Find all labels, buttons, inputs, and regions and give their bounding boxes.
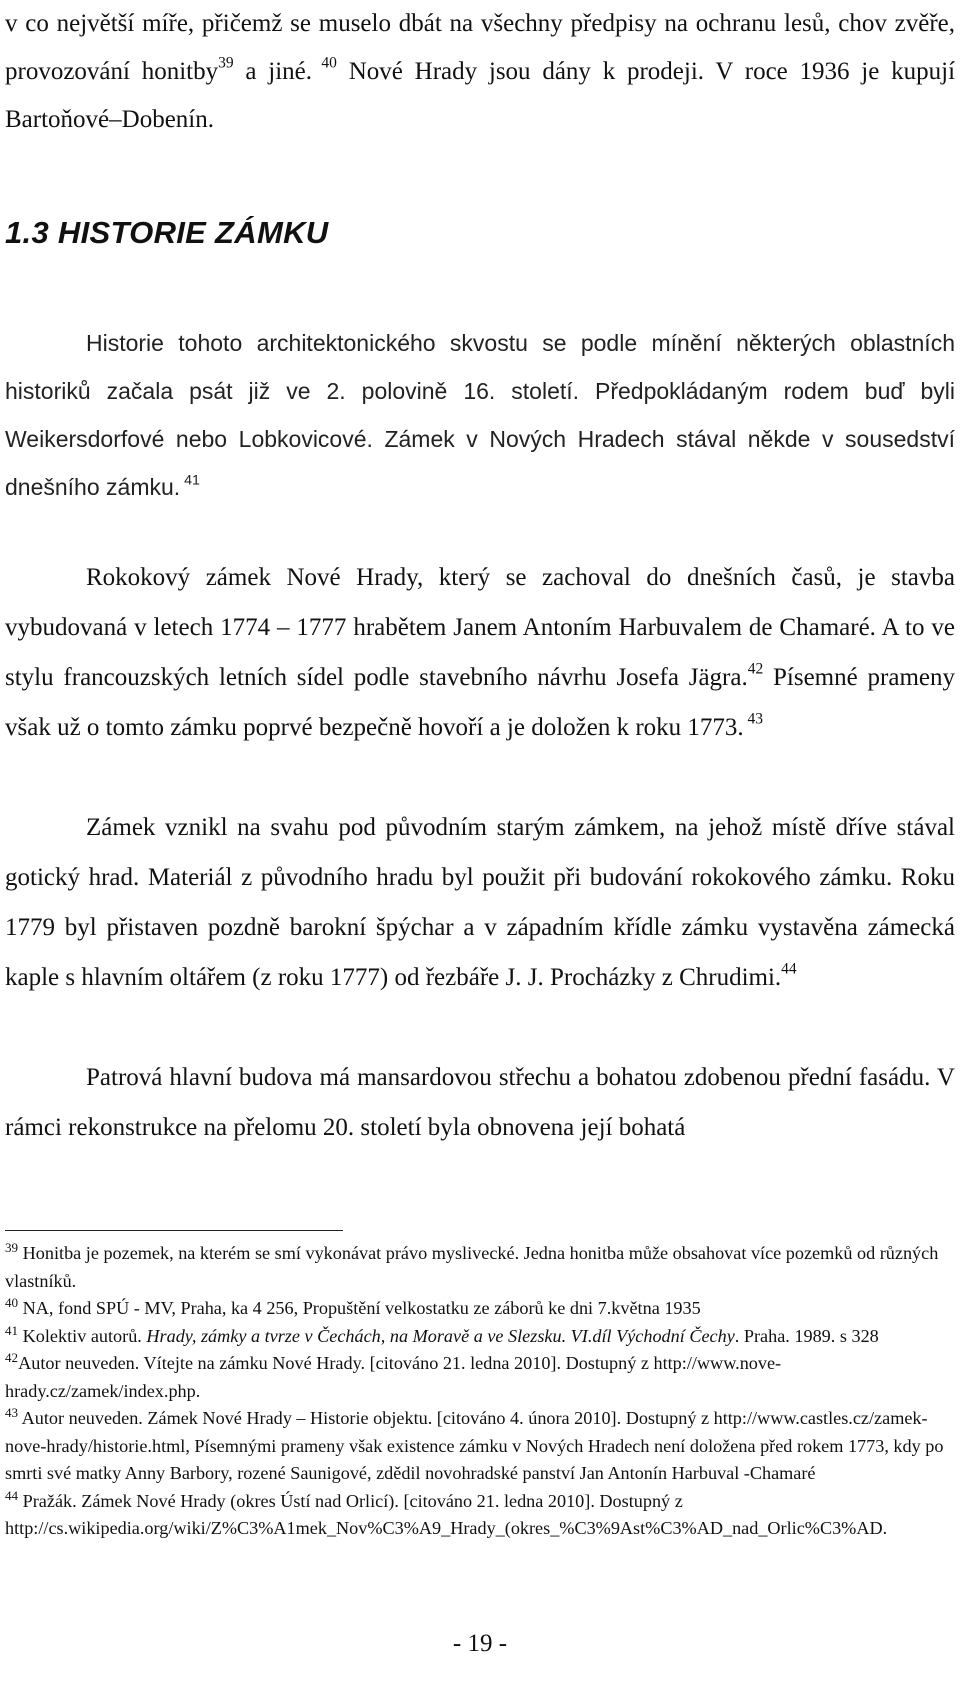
footnote-number: 39 xyxy=(5,1239,19,1255)
footnote-ref-44[interactable]: 44 xyxy=(781,960,797,978)
footnote-number: 43 xyxy=(5,1404,19,1420)
page-number: - 19 - xyxy=(452,1630,508,1657)
footnote-number: 41 xyxy=(5,1322,19,1338)
facade-text: Patrová hlavní budova má mansardovou střechu a bohatou zdobenou přední fasádu. V rámci rekonstrukce na přelomu 20. století byla obnovena její bohatá xyxy=(5,1064,955,1141)
footnote-42 xyxy=(5,1350,955,1405)
rococo-text-2: Písemné prameny však už o tomto zámku poprvé bezpečně hovoří a je doložen k roku 1773. xyxy=(5,664,955,741)
footnote-text: NA, fond SPÚ - MV, Praha, ka 4 256, Propuštění velkostatku ze záborů ke dni 7.května 1935 xyxy=(18,1298,701,1318)
body-section xyxy=(5,553,955,1153)
rococo-text: Rokokový zámek Nové Hrady, který se zachoval do dnešních časů, je stavba vybudovaná v letech 1774 – 1777 hrabětem Janem Antoním Harbuvalem de Chamaré. A to ve stylu francouzských letních sídel podle stavebního návrhu Josefa Jägra. xyxy=(5,564,955,691)
origin-text: Zámek vznikl na svahu pod původním starým zámkem, na jehož místě dříve stával gotický hrad. Materiál z původního hradu byl použit při budování rokokového zámku. Roku 1779 byl přistaven pozdně barokní špýchar a v západním křídle zámku vystavěna zámecká kaple s hlavním oltářem (z roku 1777) od řezbáře J. J. Procházky z Chrudimi. xyxy=(5,814,955,991)
history-paragraph xyxy=(5,319,955,511)
footnote-book-title: Hrady, zámky a tvrze v Čechách, na Moravě a ve Slezsku. VI.díl Východní Čechy xyxy=(146,1325,735,1346)
paragraph-spacer xyxy=(5,1003,955,1053)
footnotes xyxy=(5,1240,955,1543)
paragraph-spacer xyxy=(5,753,955,803)
footnote-ref-40[interactable]: 40 xyxy=(312,54,337,72)
footnote-ref-39[interactable]: 39 xyxy=(218,54,234,72)
intro-text: v co největší míře, přičemž se muselo dbát na všechny předpisy na ochranu lesů, chov zvěře, provozování honitby xyxy=(5,10,955,85)
footnote-40 xyxy=(5,1295,955,1323)
footnote-ref-41[interactable]: 41 xyxy=(180,472,200,489)
facade-paragraph xyxy=(5,1053,955,1153)
footnote-text: Kolektiv autorů. xyxy=(18,1325,147,1346)
footnote-44 xyxy=(5,1488,955,1543)
intro-text-3: Nové Hrady jsou dány k prodeji. V roce 1936 je kupují Bartoňové–Dobenín. xyxy=(5,58,956,133)
footnote-text: Honitba je pozemek, na kterém se smí vykonávat právo myslivecké. Jedna honitba může obsahovat více pozemků od různých vlastníků. xyxy=(5,1243,939,1291)
rococo-paragraph xyxy=(5,553,955,753)
footnote-43 xyxy=(5,1405,955,1488)
footnote-number: 40 xyxy=(5,1294,19,1310)
intro-paragraph xyxy=(5,0,955,144)
history-text: Historie tohoto architektonického skvostu se podle mínění některých oblastních historiků začala psát již ve 2. polovině 16. století. Předpokládaným rodem buď byli Weikersdorfové nebo Lobkovicové. Zámek v Nových Hradech stával někde v sousedství dnešního zámku. xyxy=(5,330,955,500)
footnote-41 xyxy=(5,1323,955,1351)
footnote-divider xyxy=(5,1230,343,1231)
footnote-ref-43[interactable]: 43 xyxy=(743,710,764,728)
intro-text-2: a jiné. xyxy=(233,58,313,85)
footnote-text[interactable]: Pražák. Zámek Nové Hrady (okres Ústí nad Orlicí). [citováno 21. ledna 2010]. Dostupný z http://cs.wikipedia.org/wiki/Z%C3%A1mek_Nov%C3%A9_Hrady_(okres_%C3%9Ast%C3%AD_nad_Orlic%C3%AD. xyxy=(5,1490,888,1538)
footnote-39 xyxy=(5,1240,955,1295)
footnote-ref-42[interactable]: 42 xyxy=(747,660,764,678)
footnote-number: 42 xyxy=(5,1349,19,1365)
origin-paragraph xyxy=(5,803,955,1003)
section-heading: 1.3 HISTORIE ZÁMKU xyxy=(5,215,329,250)
footnote-text: . Praha. 1989. s 328 xyxy=(734,1325,879,1346)
footnote-text[interactable]: Autor neuveden. Vítejte na zámku Nové Hrady. [citováno 21. ledna 2010]. Dostupný z http://www.nove-hrady.cz/zamek/index.php. xyxy=(5,1353,782,1401)
footnote-text[interactable]: Autor neuveden. Zámek Nové Hrady – Historie objektu. [citováno 4. února 2010]. Dostupný z http://www.castles.cz/zamek-nove-hrady/historie.html, Písemnými prameny však existence zámku v Nových Hradech není doložena před rokem 1773, kdy po smrti své matky Anny Barbory, rozené Saunigové, zdědil novohradské panství Jan Antonín Harbuval -Chamaré xyxy=(5,1408,944,1483)
footnote-number: 44 xyxy=(5,1487,19,1503)
